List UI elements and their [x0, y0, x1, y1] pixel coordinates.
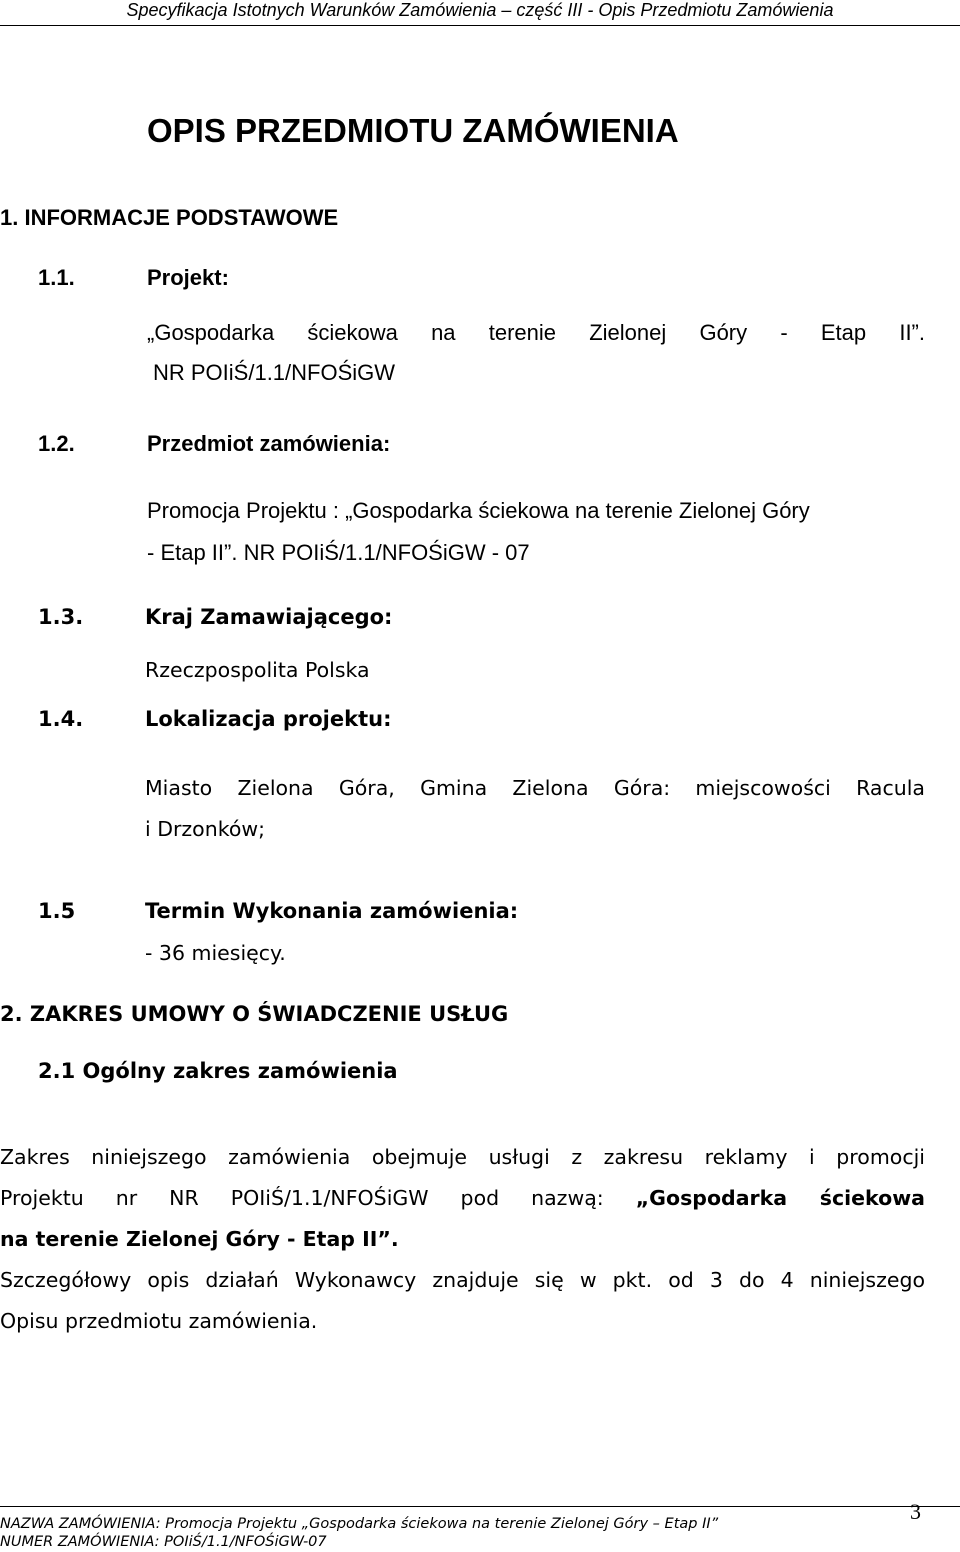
- section-1-5-number: 1.5: [38, 899, 76, 923]
- scope-paragraph-line3: [0, 1226, 399, 1252]
- section-1-1-line2: NR POIiŚ/1.1/NFOŚiGW: [153, 360, 396, 385]
- scope-paragraph-line2: [0, 1185, 925, 1211]
- scope-paragraph-line3-end: .: [390, 1227, 399, 1251]
- section-1-heading: 1. INFORMACJE PODSTAWOWE: [0, 205, 339, 230]
- details-paragraph-line2: Opisu przedmiotu zamówienia.: [0, 1309, 318, 1333]
- section-1-3-number: 1.3.: [38, 605, 84, 629]
- project-name-bold-part2: na terenie Zielonej Góry - Etap II”: [0, 1227, 391, 1251]
- section-1-1-line1: „Gospodarka ściekowa na terenie Zielonej Góry - Etap II”.: [147, 320, 925, 345]
- section-1-2-number: 1.2.: [38, 431, 75, 456]
- section-1-4-number: 1.4.: [38, 707, 84, 731]
- section-1-3-value: Rzeczpospolita Polska: [145, 658, 370, 682]
- footer-divider: [0, 1506, 960, 1507]
- scope-paragraph-line2-plain: Projektu nr NR POIiŚ/1.1/NFOŚiGW pod nazwą:: [0, 1186, 604, 1210]
- section-2-1-heading: 2.1 Ogólny zakres zamówienia: [38, 1059, 398, 1083]
- footer-order-number: NUMER ZAMÓWIENIA: POIiŚ/1.1/NFOŚiGW-07: [0, 1534, 327, 1550]
- section-1-2-label: Przedmiot zamówienia:: [147, 431, 391, 456]
- scope-paragraph-line1: Zakres niniejszego zamówienia obejmuje usługi z zakresu reklamy i promocji: [0, 1145, 925, 1169]
- section-1-1-label: Projekt:: [147, 265, 229, 290]
- page-title: OPIS PRZEDMIOTU ZAMÓWIENIA: [147, 112, 679, 149]
- section-1-5-value: - 36 miesięcy.: [145, 941, 286, 965]
- section-1-5-label: Termin Wykonania zamówienia:: [145, 899, 519, 923]
- running-header: Specyfikacja Istotnych Warunków Zamówienia – część III - Opis Przedmiotu Zamówienia: [126, 0, 834, 20]
- details-paragraph-line1: Szczegółowy opis działań Wykonawcy znajduje się w pkt. od 3 do 4 niniejszego: [0, 1268, 925, 1292]
- section-1-2-line1: Promocja Projektu : „Gospodarka ściekowa na terenie Zielonej Góry: [147, 498, 810, 523]
- footer-order-name: NAZWA ZAMÓWIENIA: Promocja Projektu „Gospodarka ściekowa na terenie Zielonej Góry – Etap II”: [0, 1516, 719, 1532]
- section-1-4-line1: Miasto Zielona Góra, Gmina Zielona Góra: miejscowości Racula: [145, 776, 925, 800]
- project-name-bold-part1: „Gospodarka ściekowa: [635, 1186, 925, 1210]
- section-1-3-label: Kraj Zamawiającego:: [145, 605, 393, 629]
- section-2-heading: 2. ZAKRES UMOWY O ŚWIADCZENIE USŁUG: [0, 1002, 509, 1026]
- section-1-2-line2: - Etap II”. NR POIiŚ/1.1/NFOŚiGW - 07: [147, 540, 530, 565]
- page-number: 3: [910, 1499, 921, 1524]
- section-1-1-number: 1.1.: [38, 265, 75, 290]
- header-divider: [0, 25, 960, 26]
- section-1-4-label: Lokalizacja projektu:: [145, 707, 392, 731]
- section-1-4-line2: i Drzonków;: [145, 817, 266, 841]
